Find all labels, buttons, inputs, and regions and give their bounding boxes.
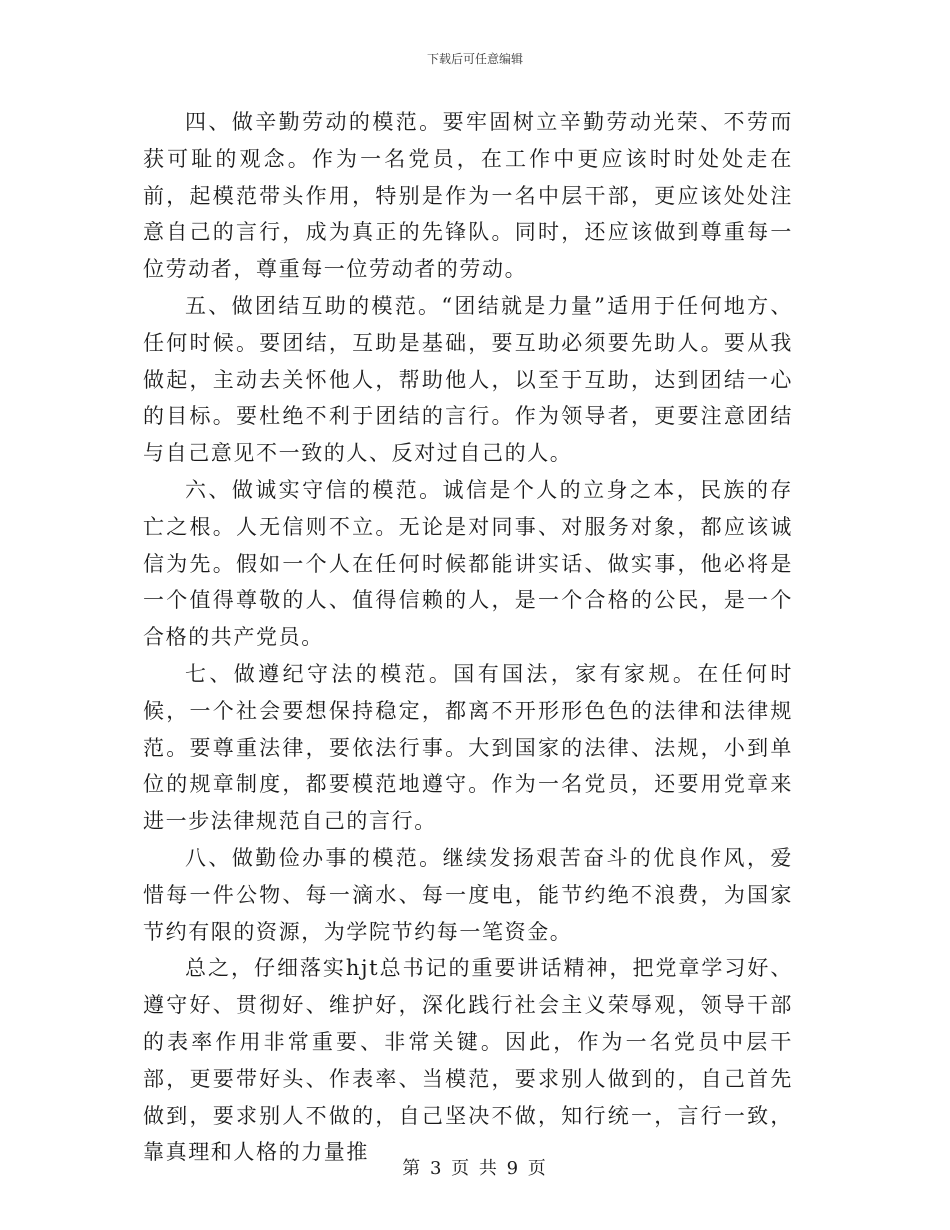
paragraph-conclusion: 总之，仔细落实hjt总书记的重要讲话精神，把党章学习好、遵守好、贯彻好、维护好，深化践行社会主义荣辱观，领导干部的表率作用非常重要、非常关键。因此，作为一名党员中层干部，更要带好头、作表率、当模范，要求别人做到的，自己首先做到，要求别人不做的，自己坚决不做，知行统一，言行一致，靠真理和人格的力量推 xyxy=(143,956,793,1165)
page-header-note: 下载后可任意编辑 xyxy=(426,52,523,66)
paragraph-law-abiding: 七、做遵纪守法的模范。国有国法，家有家规。在任何时候，一个社会要想保持稳定，都离不开形形色色的法律和法律规范。要尊重法律，要依法行事。大到国家的法律、法规，小到单位的规章制度，都要模范地遵守。作为一名党员，还要用党章来进一步法律规范自己的言行。 xyxy=(143,661,793,834)
paragraph-diligent-labor: 四、做辛勤劳动的模范。要牢固树立辛勤劳动光荣、不劳而获可耻的观念。作为一名党员，在工作中更应该时时处处走在前，起模范带头作用，特别是作为一名中层干部，更应该处处注意自己的言行，成为真正的先锋队。同时，还应该做到尊重每一位劳动者，尊重每一位劳动者的劳动。 xyxy=(143,110,793,282)
paragraph-unity-mutual-aid: 五、做团结互助的模范。“团结就是力量”适用于任何地方、任何时候。要团结，互助是基础，要互助必须要先助人。要从我做起，主动去关怀他人，帮助他人，以至于互助，达到团结一心的目标。要杜绝不利于团结的言行。作为领导者，更要注意团结与自己意见不一致的人、反对过自己的人。 xyxy=(143,293,793,466)
paragraph-honesty: 六、做诚实守信的模范。诚信是个人的立身之本，民族的存亡之根。人无信则不立。无论是对同事、对服务对象，都应该诚信为先。假如一个人在任何时候都能讲实话、做实事，他必将是一个值得尊敬的人、值得信赖的人，是一个合格的公民，是一个合格的共产党员。 xyxy=(143,477,793,650)
document-body xyxy=(143,104,793,1171)
page-number: 第 3 页 共 9 页 xyxy=(402,1158,548,1179)
paragraph-thrift: 八、做勤俭办事的模范。继续发扬艰苦奋斗的优良作风，爱惜每一件公物、每一滴水、每一度电，能节约绝不浪费，为国家节约有限的资源，为学院节约每一笔资金。 xyxy=(143,845,793,944)
